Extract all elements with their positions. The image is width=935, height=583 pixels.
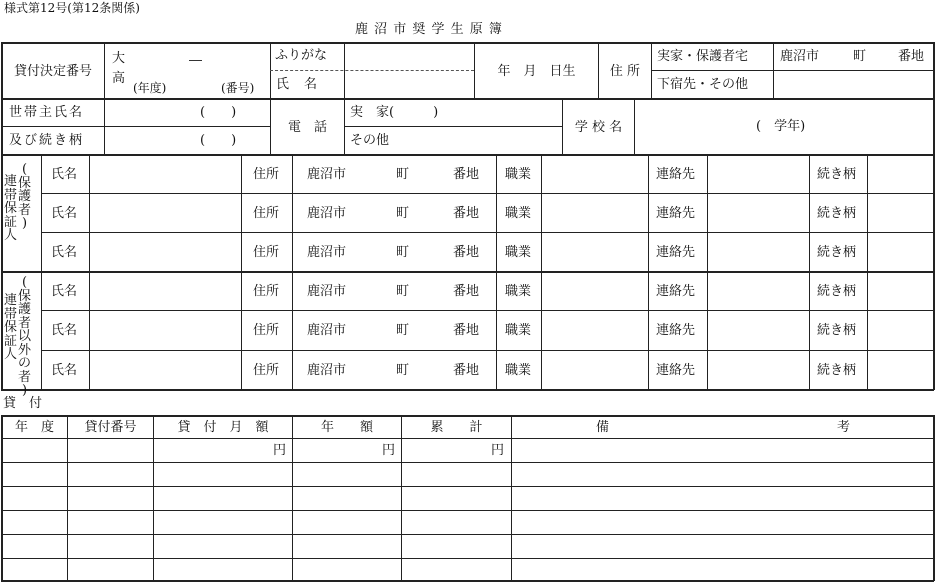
- banchi-label: 番地: [453, 323, 480, 338]
- parent-addr-banchi: 番地: [898, 49, 925, 64]
- city-label: 鹿沼市: [307, 363, 347, 378]
- town-label: 町: [396, 284, 410, 299]
- guarantor-group-other: [4, 276, 31, 398]
- address-label: 住所: [253, 363, 280, 378]
- yen-cumulative: 円: [491, 443, 505, 458]
- guarantor-group-parent: [4, 162, 32, 243]
- city-label: 鹿沼市: [307, 167, 347, 182]
- col-loan-number: 貸付番号: [84, 419, 137, 435]
- contact-label: 連絡先: [656, 167, 696, 182]
- banchi-label: 番地: [453, 245, 480, 260]
- loan-section-title: 貸 付: [3, 396, 43, 411]
- contact-label: 連絡先: [656, 363, 696, 378]
- address-label: 住所: [253, 206, 280, 221]
- name-label: 氏 名: [276, 77, 319, 92]
- address-label: 住所: [253, 167, 280, 182]
- phone-home-label: 実 家( ): [350, 105, 439, 120]
- household-paren-1: ( ): [200, 105, 237, 120]
- parent-home-label: 実家・保護者宅: [657, 49, 749, 64]
- col-year: 年 度: [14, 419, 54, 435]
- relation-label: 続き柄: [817, 284, 857, 299]
- job-label: 職業: [505, 284, 532, 299]
- bangou-label: (番号): [221, 81, 255, 95]
- city-label: 鹿沼市: [307, 206, 347, 221]
- contact-label: 連絡先: [656, 245, 696, 260]
- col-remarks-2: 考: [837, 420, 851, 435]
- town-label: 町: [396, 245, 410, 260]
- job-label: 職業: [505, 167, 532, 182]
- guarantor-group-parent-label: 連 帯 保 証 人: [4, 174, 18, 243]
- relation-label: 続き柄: [817, 363, 857, 378]
- guarantor-group-parent-sub: ( 保 護 者 ): [18, 162, 32, 231]
- name-label: 氏名: [51, 284, 78, 299]
- contact-label: 連絡先: [656, 323, 696, 338]
- name-label: 氏名: [51, 245, 78, 260]
- city-label: 鹿沼市: [307, 323, 347, 338]
- name-label: 氏名: [51, 167, 78, 182]
- banchi-label: 番地: [453, 206, 480, 221]
- name-label: 氏名: [51, 323, 78, 338]
- col-remarks-1: 備: [596, 420, 610, 435]
- phone-other-label: その他: [350, 133, 390, 148]
- job-label: 職業: [505, 363, 532, 378]
- name-label: 氏名: [51, 206, 78, 221]
- city-label: 鹿沼市: [307, 284, 347, 299]
- town-label: 町: [396, 167, 410, 182]
- col-cumulative: 累 計: [430, 419, 483, 435]
- grade-label: ( 学年): [756, 119, 806, 134]
- address-label: 住所: [253, 284, 280, 299]
- nendo-label: (年度): [133, 81, 167, 95]
- guarantor-group-other-label: 連 帯 保 証 人: [4, 293, 18, 362]
- col-annual-amount: 年 額: [320, 419, 373, 435]
- address-label: 住所: [253, 245, 280, 260]
- relation-label: 続き柄: [817, 206, 857, 221]
- contact-label: 連絡先: [656, 206, 696, 221]
- town-label: 町: [396, 363, 410, 378]
- town-label: 町: [396, 323, 410, 338]
- relation-label: 続き柄: [817, 167, 857, 182]
- contact-label: 連絡先: [656, 284, 696, 299]
- town-label: 町: [396, 206, 410, 221]
- job-label: 職業: [505, 323, 532, 338]
- city-label: 鹿沼市: [307, 245, 347, 260]
- school-kou-label: 高: [112, 71, 126, 86]
- job-label: 職業: [505, 245, 532, 260]
- yen-monthly: 円: [273, 443, 287, 458]
- guarantor-group-other-sub: ( 保 護 者 以 外 の 者 ): [18, 275, 32, 398]
- parent-addr-city: 鹿沼市: [780, 49, 820, 64]
- school-dai-label: 大: [112, 51, 126, 66]
- phone-label: 電 話: [287, 119, 327, 135]
- relation-label: 続き柄: [817, 245, 857, 260]
- address-label: 住 所: [609, 63, 641, 79]
- banchi-label: 番地: [453, 284, 480, 299]
- banchi-label: 番地: [453, 363, 480, 378]
- parent-addr-town: 町: [853, 49, 867, 64]
- furigana-label: ふりがな: [275, 48, 328, 63]
- col-monthly-amount: 貸 付 月 額: [177, 419, 269, 435]
- school-name-label: 学 校 名: [574, 119, 623, 135]
- yen-annual: 円: [382, 443, 396, 458]
- banchi-label: 番地: [453, 167, 480, 182]
- relation-label: 続き柄: [817, 323, 857, 338]
- job-label: 職業: [505, 206, 532, 221]
- page-title: 鹿 沼 市 奨 学 生 原 簿: [355, 22, 503, 37]
- address-label: 住所: [253, 323, 280, 338]
- name-label: 氏名: [51, 363, 78, 378]
- household-paren-2: ( ): [200, 133, 237, 148]
- relation-label: 及び続き柄: [9, 133, 85, 148]
- lodging-label: 下宿先・その他: [657, 77, 749, 92]
- household-head-label: 世帯主氏名: [9, 105, 85, 120]
- form-number: 様式第12号(第12条関係): [4, 1, 140, 15]
- loan-decision-no-label: 貸付決定番号: [13, 63, 92, 79]
- birthdate-label: 年 月 日生: [497, 63, 576, 79]
- dash-mark: ―: [189, 53, 202, 68]
